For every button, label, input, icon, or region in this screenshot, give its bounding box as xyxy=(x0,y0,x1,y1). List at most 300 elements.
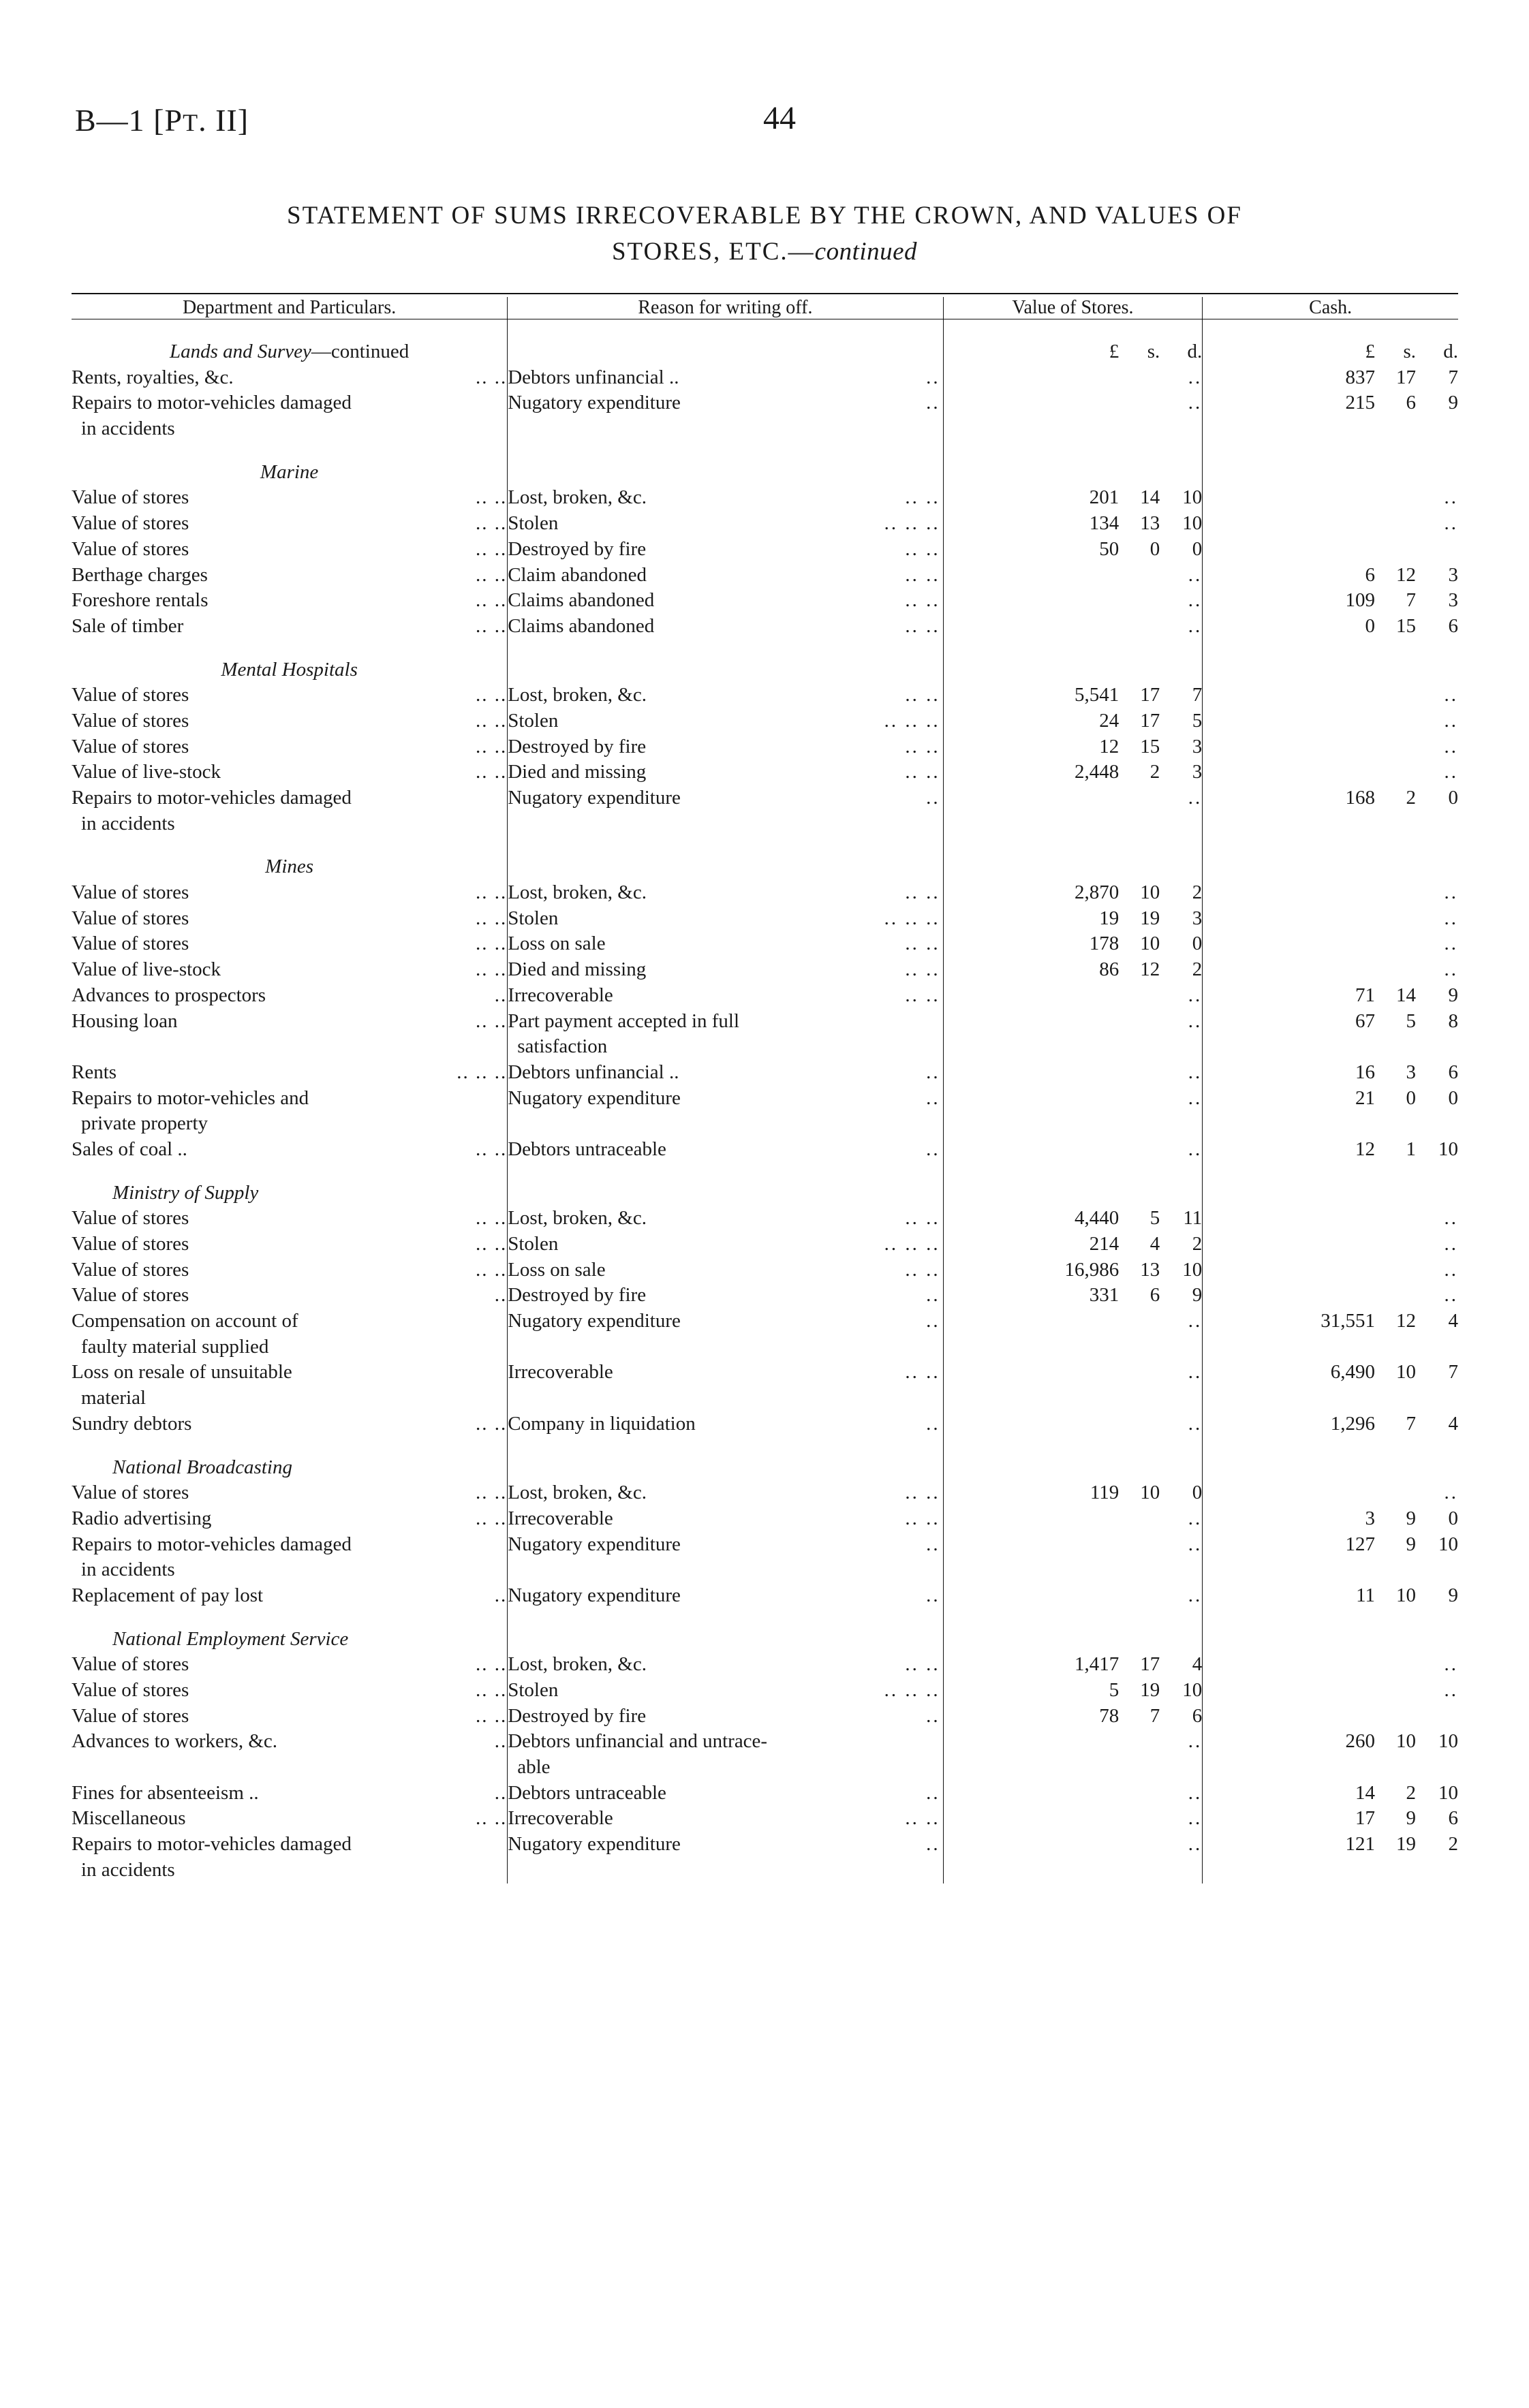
row-department-leaders: .. .. xyxy=(475,735,508,757)
cell-cash xyxy=(1203,1832,1458,1858)
cell-cash xyxy=(1203,957,1458,983)
cell-cash xyxy=(1203,880,1458,906)
group-cash-head xyxy=(1203,657,1458,683)
row-reason-leaders: .. .. xyxy=(905,684,940,706)
group-title-name: Marine xyxy=(260,460,319,483)
amount xyxy=(1266,588,1458,614)
cell-cash xyxy=(1203,1137,1458,1163)
document-reference-part-close: . II] xyxy=(198,103,249,138)
amount xyxy=(1266,563,1458,589)
row-department-continued: in accidents xyxy=(81,418,175,440)
cell-value xyxy=(943,1781,1203,1807)
row-reason: Stolen xyxy=(508,512,559,535)
currency-pounds: £ xyxy=(1109,341,1119,362)
empty-amount: .. xyxy=(1188,392,1203,414)
amount-pence: 0 xyxy=(1448,1086,1458,1109)
row-department-leaders: .. .. xyxy=(475,761,508,783)
document-reference xyxy=(75,102,249,138)
empty-amount: .. xyxy=(1444,512,1458,535)
amount-pence: 0 xyxy=(1192,1482,1203,1504)
row-reason-leaders: .. .. xyxy=(905,958,940,981)
amount-pence: 6 xyxy=(1192,1704,1203,1727)
amount-pence: 11 xyxy=(1183,1207,1203,1230)
cell-reason-continuation xyxy=(508,811,943,837)
cell-value-continuation xyxy=(943,1111,1203,1137)
cell-value-continuation xyxy=(943,1034,1203,1060)
cell-cash-continuation xyxy=(1203,1858,1458,1883)
row-reason-leaders: .. xyxy=(926,1781,940,1804)
cell-reason xyxy=(508,1309,943,1334)
table-row-continuation xyxy=(72,416,1458,442)
row-department: Value of stores xyxy=(72,1233,189,1255)
cell-department xyxy=(72,1137,508,1163)
row-reason: Nugatory expenditure xyxy=(508,787,681,809)
cell-department xyxy=(72,537,508,563)
cell-cash-continuation xyxy=(1203,1334,1458,1360)
amount xyxy=(1003,957,1202,983)
row-department-leaders: .. .. xyxy=(475,1507,508,1529)
row-reason: Irrecoverable xyxy=(508,1361,613,1383)
row-reason-leaders: .. .. xyxy=(905,614,940,637)
cell-cash xyxy=(1203,983,1458,1009)
table-row xyxy=(72,1283,1458,1309)
cell-reason xyxy=(508,1532,943,1558)
amount-shillings: 14 xyxy=(1396,984,1416,1006)
row-reason-leaders: .. .. xyxy=(905,881,940,904)
cell-department xyxy=(72,1532,508,1558)
table-row xyxy=(72,708,1458,734)
cell-cash xyxy=(1203,1283,1458,1309)
row-reason-leaders: .. xyxy=(926,1061,940,1083)
cell-reason xyxy=(508,588,943,614)
row-reason-leaders: .. xyxy=(926,1833,940,1856)
group-reason-blank xyxy=(508,1627,943,1653)
row-reason: Irrecoverable xyxy=(508,1507,613,1529)
empty-amount: .. xyxy=(1188,787,1203,809)
group-title-name: Ministry of Supply xyxy=(112,1181,259,1204)
empty-amount: .. xyxy=(1188,1507,1203,1529)
row-department-leaders: .. xyxy=(494,984,508,1006)
amount-pence: 4 xyxy=(1192,1653,1203,1676)
cell-reason-continuation xyxy=(508,1557,943,1583)
table-row xyxy=(72,906,1458,932)
cell-value xyxy=(943,1257,1203,1283)
amount xyxy=(1266,1309,1458,1334)
currency-pounds: £ xyxy=(1365,341,1375,362)
amount-shillings: 10 xyxy=(1396,1361,1416,1383)
table-row-continuation xyxy=(72,1386,1458,1411)
row-department: Sales of coal .. xyxy=(72,1138,187,1160)
empty-amount: .. xyxy=(1444,1653,1458,1676)
row-department-leaders: .. .. xyxy=(475,958,508,981)
amount-pounds: 178 xyxy=(1089,933,1119,955)
table-row xyxy=(72,1360,1458,1386)
amount-pounds: 331 xyxy=(1089,1284,1119,1307)
amount xyxy=(1266,1411,1458,1437)
row-department: Loss on resale of unsuitable xyxy=(72,1361,292,1383)
amount-pounds: 24 xyxy=(1099,709,1119,732)
amount xyxy=(1003,1480,1202,1506)
amount xyxy=(1266,1060,1458,1086)
row-department-leaders: .. .. xyxy=(475,1653,508,1676)
amount xyxy=(1003,906,1202,932)
table-row xyxy=(72,760,1458,785)
amount-pounds: 78 xyxy=(1099,1704,1119,1727)
row-reason: Stolen xyxy=(508,1233,559,1255)
cell-value xyxy=(943,957,1203,983)
amount-pence: 7 xyxy=(1448,366,1458,388)
cell-department xyxy=(72,1009,508,1035)
row-department-continued: in accidents xyxy=(81,812,175,834)
amount xyxy=(1266,1806,1458,1832)
amount-pounds: 2,448 xyxy=(1075,761,1119,783)
row-reason-leaders: .. .. xyxy=(905,1361,940,1383)
empty-amount: .. xyxy=(1444,1233,1458,1255)
amount-shillings: 17 xyxy=(1396,366,1416,388)
amount xyxy=(1266,1009,1458,1035)
table-row xyxy=(72,1480,1458,1506)
document-reference-part-open: [P xyxy=(153,103,183,138)
table-row xyxy=(72,1257,1458,1283)
cell-value xyxy=(943,1137,1203,1163)
row-department-continued: material xyxy=(81,1387,146,1409)
cell-cash xyxy=(1203,1309,1458,1334)
amount-pounds: 1,417 xyxy=(1075,1653,1119,1676)
table-row-continuation xyxy=(72,811,1458,837)
amount-pounds: 119 xyxy=(1090,1482,1119,1504)
cell-reason xyxy=(508,1506,943,1532)
page-title xyxy=(72,201,1457,266)
amount-pounds: 134 xyxy=(1089,512,1119,535)
amount-pence: 10 xyxy=(1182,1258,1203,1281)
empty-amount: .. xyxy=(1444,684,1458,706)
cell-reason xyxy=(508,1232,943,1257)
cell-reason xyxy=(508,1806,943,1832)
group-cash-head xyxy=(1203,1455,1458,1481)
amount xyxy=(1266,1832,1458,1858)
amount-shillings: 14 xyxy=(1140,486,1160,509)
cell-cash xyxy=(1203,1206,1458,1232)
empty-amount: .. xyxy=(1444,486,1458,509)
amount-shillings: 4 xyxy=(1149,1233,1160,1255)
table-row xyxy=(72,683,1458,708)
amount xyxy=(1003,1652,1202,1678)
cell-value xyxy=(943,734,1203,760)
amount-pounds: 19 xyxy=(1099,907,1119,929)
row-department: Value of stores xyxy=(72,684,189,706)
empty-amount: .. xyxy=(1444,907,1458,929)
amount-shillings: 6 xyxy=(1149,1284,1160,1307)
cell-value-continuation xyxy=(943,1386,1203,1411)
amount-shillings: 9 xyxy=(1406,1807,1416,1830)
cell-value xyxy=(943,983,1203,1009)
empty-amount: .. xyxy=(1444,933,1458,955)
group-title xyxy=(72,854,508,880)
amount xyxy=(1266,785,1458,811)
cell-value xyxy=(943,1583,1203,1609)
row-department: Value of stores xyxy=(72,1679,189,1701)
row-department: Replacement of pay lost xyxy=(72,1584,264,1606)
cell-reason xyxy=(508,880,943,906)
cell-cash xyxy=(1203,614,1458,640)
page-title-line-1: STATEMENT OF SUMS IRRECOVERABLE BY THE CROWN, AND VALUES OF xyxy=(287,202,1242,230)
cell-value-continuation xyxy=(943,1755,1203,1781)
row-department: Value of stores xyxy=(72,537,189,560)
amount-pounds: 127 xyxy=(1345,1533,1375,1555)
amount xyxy=(1003,537,1202,563)
cell-department xyxy=(72,683,508,708)
amount xyxy=(1266,1781,1458,1807)
amount-pence: 6 xyxy=(1448,1061,1458,1083)
cell-cash xyxy=(1203,1532,1458,1558)
cell-department-continuation xyxy=(72,1386,508,1411)
amount-shillings: 7 xyxy=(1406,589,1416,612)
document-reference-main: B—1 xyxy=(75,103,145,138)
empty-amount: .. xyxy=(1188,1584,1203,1606)
amount-shillings: 13 xyxy=(1140,1258,1160,1281)
cell-reason xyxy=(508,983,943,1009)
row-department: Value of stores xyxy=(72,933,189,955)
cell-cash xyxy=(1203,1652,1458,1678)
currency-shillings: s. xyxy=(1147,341,1160,362)
cell-reason-continuation xyxy=(508,1755,943,1781)
table-row xyxy=(72,1309,1458,1334)
amount xyxy=(1003,1678,1202,1704)
cell-cash xyxy=(1203,1060,1458,1086)
cell-cash-continuation xyxy=(1203,811,1458,837)
cell-reason xyxy=(508,708,943,734)
amount xyxy=(1266,614,1458,640)
amount-shillings: 10 xyxy=(1396,1730,1416,1753)
row-department: Value of stores xyxy=(72,709,189,732)
cell-department xyxy=(72,760,508,785)
row-reason-leaders: .. .. xyxy=(905,1207,940,1230)
cell-cash xyxy=(1203,1583,1458,1609)
cell-cash xyxy=(1203,390,1458,416)
row-department-leaders: .. .. xyxy=(475,1258,508,1281)
cell-department xyxy=(72,1060,508,1086)
amount xyxy=(1003,1283,1202,1309)
row-department: Berthage charges xyxy=(72,563,208,586)
group-heading-row xyxy=(72,339,1458,365)
table-row xyxy=(72,734,1458,760)
cell-department-continuation xyxy=(72,1334,508,1360)
row-reason-continued: satisfaction xyxy=(517,1035,608,1058)
amount xyxy=(1003,880,1202,906)
row-department: Value of stores xyxy=(72,881,189,904)
group-spacer xyxy=(72,322,1458,339)
cell-reason xyxy=(508,1060,943,1086)
row-reason-leaders: .. .. .. xyxy=(884,512,940,535)
amount-shillings: 2 xyxy=(1406,1781,1416,1804)
cell-value xyxy=(943,1283,1203,1309)
cell-department xyxy=(72,485,508,511)
row-department-leaders: .. .. xyxy=(475,907,508,929)
cell-value xyxy=(943,1480,1203,1506)
cell-value-continuation xyxy=(943,416,1203,442)
cell-department xyxy=(72,1086,508,1112)
table-row xyxy=(72,1704,1458,1730)
row-reason: Debtors unfinancial .. xyxy=(508,366,679,388)
row-reason: Loss on sale xyxy=(508,1258,606,1281)
amount-shillings: 2 xyxy=(1149,761,1160,783)
row-department-leaders: .. .. xyxy=(475,1233,508,1255)
cell-value xyxy=(943,1232,1203,1257)
table-row-continuation xyxy=(72,1557,1458,1583)
cell-reason-continuation xyxy=(508,1111,943,1137)
cell-department-continuation xyxy=(72,1557,508,1583)
cell-department-continuation xyxy=(72,1858,508,1883)
group-cash-head xyxy=(1203,1627,1458,1653)
amount-shillings: 19 xyxy=(1140,1679,1160,1701)
empty-amount: .. xyxy=(1188,1533,1203,1555)
row-department: Radio advertising xyxy=(72,1507,212,1529)
row-reason: Loss on sale xyxy=(508,933,606,955)
cell-reason xyxy=(508,365,943,391)
cell-value xyxy=(943,614,1203,640)
row-reason-leaders: .. xyxy=(926,1584,940,1606)
table-row xyxy=(72,1781,1458,1807)
row-reason-leaders: .. xyxy=(926,1310,940,1332)
group-value-head xyxy=(943,1180,1203,1206)
amount xyxy=(1266,1506,1458,1532)
amount-pence: 9 xyxy=(1448,392,1458,414)
cell-department xyxy=(72,588,508,614)
cell-value xyxy=(943,1729,1203,1755)
table-row xyxy=(72,1832,1458,1858)
column-header-cash: Cash. xyxy=(1203,297,1458,319)
group-title xyxy=(72,657,508,683)
cell-value-continuation xyxy=(943,811,1203,837)
row-reason: Irrecoverable xyxy=(508,984,613,1006)
row-department-leaders: .. xyxy=(494,1781,508,1804)
group-heading-row xyxy=(72,1627,1458,1653)
cell-value xyxy=(943,1806,1203,1832)
table-row xyxy=(72,365,1458,391)
amount-pounds: 50 xyxy=(1099,537,1119,560)
table-row-continuation xyxy=(72,1334,1458,1360)
amount-pounds: 6,490 xyxy=(1330,1361,1375,1383)
group-value-head xyxy=(943,1455,1203,1481)
row-reason-leaders: .. .. xyxy=(905,1653,940,1676)
cell-value xyxy=(943,1360,1203,1386)
cell-value xyxy=(943,537,1203,563)
cell-value xyxy=(943,1411,1203,1437)
cell-cash-continuation xyxy=(1203,1111,1458,1137)
currency-pence: d. xyxy=(1443,341,1458,362)
row-department-leaders: .. .. xyxy=(475,1010,508,1032)
row-department-leaders: .. .. xyxy=(475,1807,508,1830)
row-reason: Part payment accepted in full xyxy=(508,1010,740,1032)
amount-pounds: 12 xyxy=(1099,735,1119,757)
group-value-head xyxy=(943,339,1203,365)
table-header-row xyxy=(72,297,1458,319)
empty-amount: .. xyxy=(1444,881,1458,904)
empty-amount: .. xyxy=(1444,1258,1458,1281)
group-title-name: National Broadcasting xyxy=(112,1456,292,1478)
amount-pounds: 3 xyxy=(1365,1507,1375,1529)
empty-amount: .. xyxy=(1188,563,1203,586)
cell-department-continuation xyxy=(72,416,508,442)
row-reason-leaders: .. .. .. xyxy=(884,1679,940,1701)
group-title xyxy=(72,1627,508,1653)
cell-cash xyxy=(1203,683,1458,708)
row-department-leaders: .. .. xyxy=(475,614,508,637)
cell-reason xyxy=(508,511,943,537)
row-reason: Debtors untraceable xyxy=(508,1781,666,1804)
row-reason-leaders: .. xyxy=(926,366,940,388)
row-reason: Debtors unfinancial and untrace- xyxy=(508,1730,768,1753)
cell-cash xyxy=(1203,1257,1458,1283)
row-department: Repairs to motor-vehicles damaged xyxy=(72,787,352,809)
amount-pounds: 109 xyxy=(1345,589,1375,612)
empty-amount: .. xyxy=(1444,709,1458,732)
empty-amount: .. xyxy=(1444,735,1458,757)
cell-department xyxy=(72,365,508,391)
amount-pence: 3 xyxy=(1192,735,1203,757)
amount-pence: 10 xyxy=(1438,1730,1458,1753)
group-spacer xyxy=(72,1437,1458,1455)
amount xyxy=(1266,1729,1458,1755)
row-department-leaders: .. .. .. xyxy=(457,1061,508,1083)
amount-shillings: 2 xyxy=(1406,787,1416,809)
amount-shillings: 6 xyxy=(1406,392,1416,414)
cell-cash xyxy=(1203,1480,1458,1506)
row-reason: Nugatory expenditure xyxy=(508,1533,681,1555)
group-cash-head xyxy=(1203,460,1458,486)
cell-value xyxy=(943,1652,1203,1678)
cell-cash xyxy=(1203,906,1458,932)
cell-department xyxy=(72,957,508,983)
row-reason-continued: able xyxy=(517,1756,551,1779)
cell-reason xyxy=(508,1206,943,1232)
cell-reason xyxy=(508,1832,943,1858)
cell-reason xyxy=(508,563,943,589)
cell-department xyxy=(72,931,508,957)
group-heading-row xyxy=(72,657,1458,683)
amount xyxy=(1266,365,1458,391)
amount-pence: 8 xyxy=(1448,1010,1458,1032)
cell-value xyxy=(943,1009,1203,1035)
row-department-leaders: .. .. xyxy=(475,933,508,955)
amount-pounds: 121 xyxy=(1345,1833,1375,1856)
page-number: 44 xyxy=(763,100,796,136)
row-department-leaders: .. .. xyxy=(475,486,508,509)
empty-amount: .. xyxy=(1188,1310,1203,1332)
row-reason-leaders: .. xyxy=(926,1412,940,1435)
currency-pence: d. xyxy=(1187,341,1203,362)
table-row xyxy=(72,1652,1458,1678)
row-department-continued: in accidents xyxy=(81,1559,175,1581)
row-reason-leaders: .. xyxy=(926,1284,940,1307)
table-row xyxy=(72,880,1458,906)
row-reason: Lost, broken, &c. xyxy=(508,486,647,509)
row-reason: Stolen xyxy=(508,1679,559,1701)
cell-department xyxy=(72,785,508,811)
amount-pence: 9 xyxy=(1448,1584,1458,1606)
row-department-leaders: .. .. xyxy=(475,366,508,388)
cell-reason xyxy=(508,1781,943,1807)
cell-cash xyxy=(1203,734,1458,760)
row-reason-leaders: .. .. xyxy=(905,563,940,586)
row-department-leaders: .. .. xyxy=(475,709,508,732)
row-reason: Debtors untraceable xyxy=(508,1138,666,1160)
empty-amount: .. xyxy=(1188,589,1203,612)
amount xyxy=(1266,1532,1458,1558)
table-row xyxy=(72,1729,1458,1755)
row-department-leaders: .. xyxy=(494,1284,508,1307)
cell-department xyxy=(72,1704,508,1730)
